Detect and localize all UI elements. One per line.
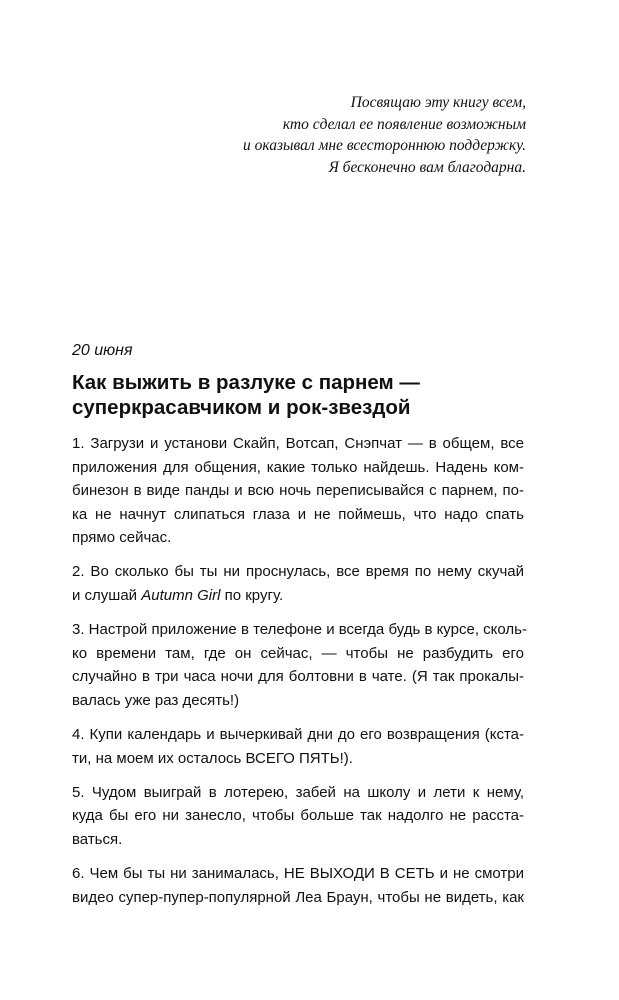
list-item-3 [72, 618, 527, 712]
list-item-1 [72, 432, 524, 550]
list-item-2 [72, 560, 524, 607]
text-line: ти, на моем их осталось ВСЕГО ПЯТЬ!). [72, 749, 353, 767]
entry-date: 20 июня [72, 342, 133, 359]
text-line [72, 584, 524, 608]
dedication-line: Я бесконечно вам благодарна. [328, 158, 526, 176]
text-line: случайно в три часа ночи для болтовни в чате. (Я так прокалы- [72, 668, 524, 686]
text-line: ка не начнут слипаться глаза и не поймешь, что надо спать [72, 505, 524, 523]
text-line: прямо сейчас. [72, 529, 172, 547]
text-line: 5. Чудом выиграй в лотерею, забей на школу и лети к нему, [72, 783, 524, 801]
entry-title [72, 370, 532, 420]
list-item-4 [72, 723, 524, 770]
dedication-line: и оказывал мне всестороннюю поддержку. [242, 137, 526, 154]
song-title: Autumn Girl [141, 587, 221, 605]
text-line: 4. Купи календарь и вычеркивай дни до его возвращения (кста- [72, 726, 524, 744]
text-line: 6. Чем бы ты ни занималась, НЕ ВЫХОДИ В СЕТЬ и не смотри [72, 865, 524, 882]
text-line: 2. Во сколько бы ты ни проснулась, все время по нему скучай [72, 563, 524, 581]
text-line: видео супер-пупер-популярной Леа Браун, чтобы не видеть, как [72, 888, 524, 906]
dedication-line: Посвящаю эту книгу всем, [350, 94, 526, 111]
dedication [106, 92, 526, 178]
text-fragment: по кругу. [220, 587, 284, 605]
text-line: ко времени там, где он сейчас, — чтобы не разбудить его [72, 644, 524, 662]
text-line: 3. Настрой приложение в телефоне и всегда будь в курсе, сколь- [72, 621, 527, 639]
dedication-line: кто сделал ее появление возможным [282, 115, 526, 133]
list-item-6 [72, 862, 524, 909]
list-item-5 [72, 781, 524, 852]
text-line: валась уже раз десять!) [72, 691, 240, 709]
text-line: приложения для общения, какие только найдешь. Надень ком- [72, 458, 524, 476]
text-line: 1. Загрузи и установи Скайп, Вотсап, Снэпчат — в общем, все [72, 435, 524, 452]
text-fragment: и слушай [72, 587, 142, 605]
title-line: суперкрасавчиком и рок-звездой [72, 396, 411, 419]
text-line: куда бы его ни занесло, чтобы больше так надолго не расста- [72, 807, 524, 825]
title-line: Как выжить в разлуке с парнем — [72, 371, 420, 394]
entry-body [72, 432, 527, 920]
text-line: ваться. [72, 830, 123, 848]
text-line: бинезон в виде панды и всю ночь переписывайся с парнем, по- [72, 482, 524, 500]
